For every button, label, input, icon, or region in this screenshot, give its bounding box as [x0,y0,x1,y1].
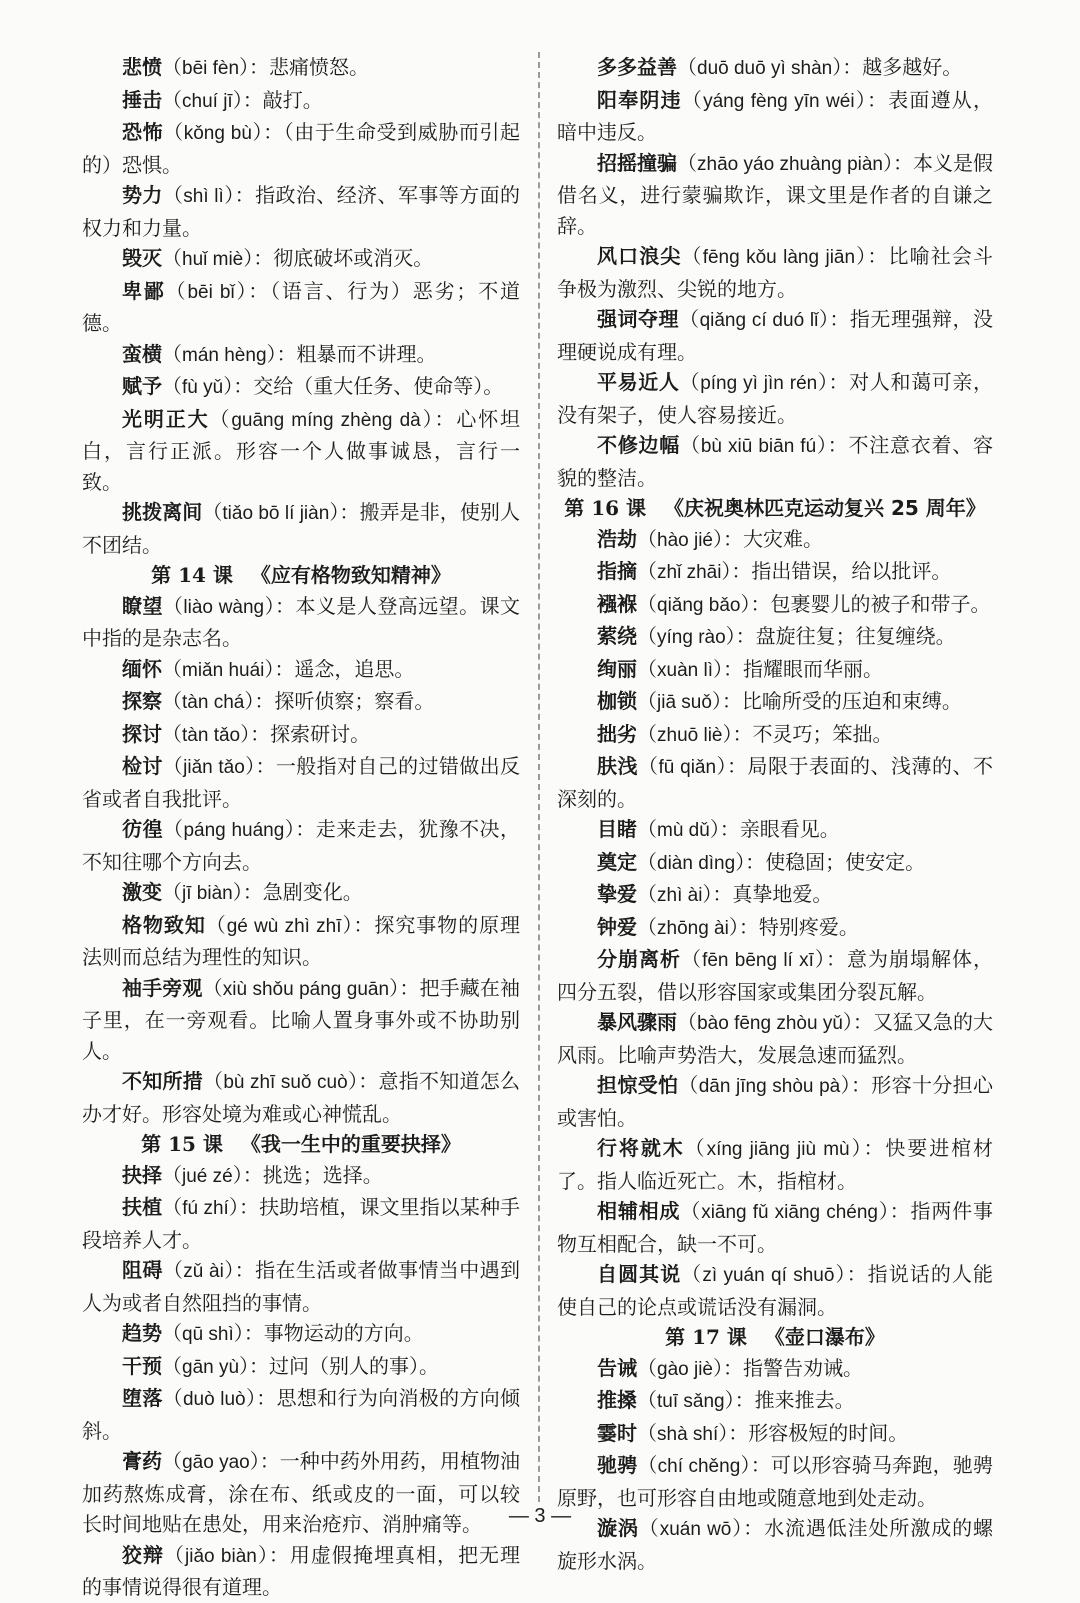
vocab-entry: 检讨（jiǎn tǎo）：一般指对自己的过错做出反省或者自我批评。 [82,754,521,811]
vocab-entry: 缅怀（miǎn huái）：遥念，追思。 [122,656,415,681]
vocab-term: 目睹 [597,817,637,841]
vocab-term: 担惊受怕 [597,1073,679,1097]
lesson-title: 《我一生中的重要抉择》 [240,1132,461,1156]
page-number: — 3 — [508,1505,572,1527]
vocab-definition: 本义是人登高远望。课文中指的是杂志名。 [82,593,521,650]
vocab-entry: 强词夺理（qiǎng cí duó lǐ）：指无理强辩，没理硬说成有理。 [557,307,994,364]
vocab-definition: 表面遵从，暗中违反。 [557,87,994,144]
vocab-definition: 心怀坦白，言行正派。形容一个人做事诚恳，言行一致。 [82,406,521,494]
vocab-term: 告诫 [597,1355,637,1380]
vocab-definition: 探索研讨。 [270,721,371,746]
left-column [82,52,520,1603]
vocab-pinyin: xiāng fǔ xiāng chéng [701,1202,878,1223]
vocab-pinyin: yíng rào [657,627,726,648]
vocab-definition: （语言、行为）恶劣；不道德。 [82,278,521,335]
vocab-definition: 对人和蔼可亲，没有架子，使人容易接近。 [557,370,994,427]
vocab-definition: 搬弄是非，使别人不团结。 [82,500,521,557]
vocab-term: 阳奉阴违 [597,87,682,112]
vocab-definition: 亲眼看见。 [739,817,840,841]
vocab-term: 彷徨 [122,817,163,841]
vocab-pinyin: zhōng ài [657,917,729,939]
lesson-number: 第 14 课 [151,563,233,587]
vocab-entry: 不修边幅（bù xiū biān fú）：不注意衣着、容貌的整洁。 [557,433,994,490]
vocab-term: 强词夺理 [597,307,680,331]
vocab-pinyin: zhāo yáo zhuàng piàn [697,153,883,175]
vocab-entry: 行将就木（xíng jiāng jiù mù）：快要进棺材了。指人临近死亡。木，指棺材。 [557,1136,994,1193]
vocab-entry: 自圆其说（zì yuán qí shuō）：指说话的人能使自己的论点或谎话没有漏洞。 [557,1262,994,1319]
vocab-entry: 挑拨离间（tiǎo bō lí jiàn）：搬弄是非，使别人不团结。 [82,500,521,557]
vocab-pinyin: zhuō liè [657,724,723,746]
lesson-title: 《庆祝奥林匹克运动复兴 25 周年》 [664,496,986,520]
vocab-entry: 萦绕（yíng rào）：盘旋往复；往复缠绕。 [597,624,956,648]
vocab-pinyin: kǒng bù [183,123,252,144]
vocab-pinyin: páng huáng [183,820,285,841]
vocab-pinyin: zǔ ài [183,1261,224,1282]
vocab-entry: 狡辩（jiǎo biàn）：用虚假掩埋真相，把无理的事情说得很有道理。 [82,1542,521,1599]
vocab-entry: 探讨（tàn tǎo）：探索研讨。 [122,721,371,746]
vocab-term: 钟爱 [597,914,637,939]
vocab-pinyin: gān yù [182,1356,240,1378]
vocab-definition: 指无理强辩，没理硬说成有理。 [557,307,994,364]
vocab-definition: 不注意衣着、容貌的整洁。 [557,433,994,490]
vocab-term: 袖手旁观 [122,975,203,1000]
vocab-pinyin: fēn bēng lí xī [702,950,814,971]
vocab-term: 行将就木 [597,1136,685,1160]
vocab-term: 指摘 [597,559,637,583]
vocab-term: 奠定 [597,849,637,874]
vocab-pinyin: zì yuán qí shuō [702,1265,835,1286]
vocab-definition: 真挚地爱。 [732,882,833,906]
vocab-pinyin: jué zé [182,1165,233,1187]
vocab-definition: 敲打。 [262,87,323,112]
vocab-definition: 一种中药外用药，用植物油加药熬炼成膏，涂在布、纸或皮的一面，可以较长时间地贴在患处，用来治疮疖、消肿痛等。 [82,1449,521,1536]
column-divider [538,52,540,1502]
vocab-pinyin: qū shì [182,1324,234,1345]
vocab-entry: 风口浪尖（fēng kǒu làng jiān）：比喻社会斗争极为激烈、尖锐的地方。 [557,244,994,301]
vocab-term: 激变 [122,880,162,904]
vocab-term: 襁褓 [597,591,637,616]
vocab-term: 捶击 [122,87,162,112]
vocab-definition: 盘旋往复；往复缠绕。 [755,624,956,648]
vocab-definition: 包裹婴儿的被子和带子。 [770,591,991,616]
vocab-term: 卑鄙 [122,278,166,303]
vocab-definition: 把手藏在袖子里，在一旁观看。比喻人置身事外或不协助别人。 [82,975,521,1063]
vocab-entry: 目睹（mù dǔ）：亲眼看见。 [597,817,840,841]
vocab-entry: 袖手旁观（xiù shǒu páng guān）：把手藏在袖子里，在一旁观看。比喻人置身事外或不协助别人。 [82,975,521,1063]
vocab-entry: 多多益善（duō duō yì shàn）：越多越好。 [597,55,963,79]
vocab-entry: 告诫（gào jiè）：指警告劝诫。 [597,1355,863,1380]
vocab-term: 蛮横 [122,341,162,366]
vocab-term: 招摇撞骗 [597,150,678,175]
vocab-entry: 暴风骤雨（bào fēng zhòu yǔ）：又猛又急的大风雨。比喻声势浩大，发展急速而猛烈。 [557,1010,994,1067]
vocab-term: 挚爱 [597,882,637,906]
vocab-term: 膏药 [122,1449,163,1473]
vocab-definition: 过问（别人的事）。 [269,1353,440,1378]
vocab-term: 不修边幅 [597,433,681,457]
vocab-definition: 指警告劝诫。 [743,1355,863,1380]
vocab-definition: 大灾难。 [743,526,823,551]
vocab-definition: 比喻社会斗争极为激烈、尖锐的地方。 [557,244,994,301]
lesson-title: 《壶口瀑布》 [764,1325,885,1349]
vocab-term: 恐怖 [122,120,164,144]
vocab-definition: （由于生命受到威胁而引起的）恐惧。 [82,120,521,177]
vocab-term: 格物致知 [122,912,206,937]
vocab-definition: 比喻所受的压迫和束缚。 [741,689,962,713]
vocab-term: 光明正大 [122,406,210,431]
vocab-term: 狡辩 [122,1542,165,1567]
vocab-pinyin: jī biàn [182,883,233,904]
vocab-term: 拙劣 [597,721,637,746]
vocab-term: 驰骋 [597,1453,638,1477]
vocab-entry: 襁褓（qiǎng bǎo）：包裹婴儿的被子和带子。 [597,591,991,616]
vocab-definition: 一般指对自己的过错做出反省或者自我批评。 [82,754,521,811]
vocab-pinyin: yáng fèng yīn wéi [703,90,855,112]
vocab-pinyin: bēi bǐ [187,281,235,303]
vocab-entry: 分崩离析（fēn bēng lí xī）：意为崩塌解体，四分五裂，借以形容国家或集团分裂瓦解。 [557,947,994,1004]
vocab-pinyin: dān jīng shòu pà [698,1076,841,1097]
vocab-term: 抉择 [122,1162,162,1187]
vocab-pinyin: shì lì [183,186,224,207]
vocab-entry: 捶击（chuí jī）：敲打。 [122,87,323,112]
vocab-pinyin: guāng míng zhèng dà [231,409,421,431]
vocab-pinyin: duō duō yì shàn [697,58,833,79]
vocab-pinyin: tiǎo bō lí jiàn [222,503,330,524]
vocab-entry: 推搡（tuī sǎng）：推来推去。 [597,1388,855,1412]
vocab-pinyin: miǎn huái [182,659,265,681]
vocab-entry: 格物致知（gé wù zhì zhī）：探究事物的原理法则而总结为理性的知识。 [82,912,521,969]
vocab-entry: 势力（shì lì）：指政治、经济、军事等方面的权力和力量。 [82,183,521,240]
vocab-term: 漩涡 [597,1516,639,1540]
vocab-definition: 形容十分担心或害怕。 [557,1073,994,1130]
vocab-entry: 绚丽（xuàn lì）：指耀眼而华丽。 [597,656,883,681]
vocab-pinyin: xuán wō [659,1519,732,1540]
vocab-term: 分崩离析 [597,947,682,971]
vocab-pinyin: jiǎo biàn [185,1545,257,1567]
lesson-heading [557,1322,993,1353]
vocab-definition: 思想和行为向消极的方向倾斜。 [82,1386,521,1443]
vocab-entry: 平易近人（píng yì jìn rén）：对人和蔼可亲，没有架子，使人容易接近。 [557,370,994,427]
lesson-number: 第 15 课 [141,1132,223,1156]
vocab-pinyin: qiǎng bǎo [657,594,741,616]
vocab-definition: 使稳固；使安定。 [765,849,926,874]
vocab-term: 肤浅 [597,754,638,778]
lesson-number: 第 17 课 [665,1325,747,1349]
vocab-definition: 特别疼爱。 [758,914,859,939]
vocab-entry: 枷锁（jiā suǒ）：比喻所受的压迫和束缚。 [597,689,962,713]
vocab-entry: 阳奉阴违（yáng fèng yīn wéi）：表面遵从，暗中违反。 [557,87,994,144]
vocab-term: 绚丽 [597,656,637,681]
vocab-pinyin: zhì ài [657,885,703,906]
vocab-pinyin: bào fēng zhòu yǔ [697,1013,843,1034]
vocab-term: 不知所措 [122,1069,204,1093]
vocab-entry: 干预（gān yù）：过问（别人的事）。 [122,1353,440,1378]
vocab-definition: 推来推去。 [754,1388,855,1412]
vocab-term: 干预 [122,1353,162,1378]
vocab-definition: 交给（重大任务、使命等）。 [253,374,504,398]
vocab-pinyin: mù dǔ [657,820,710,841]
vocab-pinyin: gé wù zhì zhī [226,915,342,937]
vocab-entry: 钟爱（zhōng ài）：特别疼爱。 [597,914,859,939]
vocab-definition: 扶助培植，课文里指以某种手段培养人才。 [82,1195,521,1252]
vocab-definition: 彻底破坏或消灭。 [273,246,434,270]
vocab-term: 检讨 [122,754,163,778]
vocab-pinyin: tàn chá [182,692,245,713]
vocab-pinyin: duò luò [182,1389,246,1410]
vocab-entry: 霎时（shà shí）：形容极短的时间。 [597,1420,909,1445]
vocab-term: 推搡 [597,1388,637,1412]
vocab-entry: 恐怖（kǒng bù）：（由于生命受到威胁而引起的）恐惧。 [82,120,521,177]
vocab-entry: 阻碍（zǔ ài）：指在生活或者做事情当中遇到人为或者自然阻挡的事情。 [82,1258,521,1315]
vocab-entry: 瞭望（liào wàng）：本义是人登高远望。课文中指的是杂志名。 [82,593,521,650]
vocab-entry: 悲愤（bēi fèn）：悲痛愤怒。 [122,55,370,79]
vocab-pinyin: xíng jiāng jiù mù [706,1139,850,1160]
vocab-definition: 走来走去，犹豫不决，不知往哪个方向去。 [82,817,521,874]
vocab-entry: 肤浅（fū qiǎn）：局限于表面的、浅薄的、不深刻的。 [557,754,994,811]
vocab-term: 缅怀 [122,656,162,681]
vocab-entry: 抉择（jué zé）：挑选；选择。 [122,1162,383,1187]
vocab-entry: 卑鄙（bēi bǐ）：（语言、行为）恶劣；不道德。 [82,278,521,335]
vocab-entry: 挚爱（zhì ài）：真挚地爱。 [597,882,833,906]
vocab-term: 趋势 [122,1321,162,1345]
vocab-pinyin: qiǎng cí duó lǐ [699,310,819,331]
vocab-term: 赋予 [122,374,162,398]
vocab-definition: 指在生活或者做事情当中遇到人为或者自然阻挡的事情。 [82,1258,521,1315]
vocab-entry: 担惊受怕（dān jīng shòu pà）：形容十分担心或害怕。 [557,1073,994,1130]
vocab-definition: 水流遇低洼处所激成的螺旋形水涡。 [557,1516,994,1573]
vocab-definition: 又猛又急的大风雨。比喻声势浩大，发展急速而猛烈。 [557,1010,994,1067]
vocab-entry: 指摘（zhǐ zhāi）：指出错误，给以批评。 [597,559,952,583]
vocab-definition: 意为崩塌解体，四分五裂，借以形容国家或集团分裂瓦解。 [557,947,994,1004]
vocab-entry: 堕落（duò luò）：思想和行为向消极的方向倾斜。 [82,1386,521,1443]
vocab-entry: 光明正大（guāng míng zhèng dà）：心怀坦白，言行正派。形容一个人做事诚恳，言行一致。 [82,406,521,494]
vocab-definition: 局限于表面的、浅薄的、不深刻的。 [557,754,994,811]
vocab-term: 平易近人 [597,370,680,394]
vocab-pinyin: fú zhí [182,1198,229,1219]
vocab-pinyin: diàn dìng [657,852,736,874]
vocab-term: 探察 [122,689,162,713]
vocab-pinyin: chí chěng [657,1456,741,1477]
vocab-pinyin: fū qiǎn [658,757,717,778]
vocab-entry: 扶植（fú zhí）：扶助培植，课文里指以某种手段培养人才。 [82,1195,521,1252]
vocab-pinyin: píng yì jìn rén [700,373,818,394]
vocab-definition: 指两件事物互相配合，缺一不可。 [557,1199,994,1256]
vocab-definition: 形容极短的时间。 [748,1420,909,1445]
vocab-definition: 本义是假借名义，进行蒙骗欺诈，课文里是作者的自谦之辞。 [557,150,994,238]
vocab-pinyin: xiù shǒu páng guān [222,978,390,1000]
vocab-term: 浩劫 [597,526,637,551]
vocab-term: 霎时 [597,1420,637,1445]
vocab-entry: 漩涡（xuán wō）：水流遇低洼处所激成的螺旋形水涡。 [557,1516,994,1573]
vocab-definition: 悲痛愤怒。 [269,55,370,79]
vocab-pinyin: hào jié [657,529,713,551]
vocab-entry: 探察（tàn chá）：探听侦察；察看。 [122,689,435,713]
vocab-definition: 不灵巧；笨拙。 [752,721,893,746]
vocab-entry: 毁灭（huǐ miè）：彻底破坏或消灭。 [122,246,434,270]
vocab-pinyin: tàn tǎo [182,724,241,746]
vocab-term: 阻碍 [122,1258,163,1282]
vocab-pinyin: fēng kǒu làng jiān [702,247,856,268]
vocab-entry: 趋势（qū shì）：事物运动的方向。 [122,1321,424,1345]
vocab-definition: 指说话的人能使自己的论点或谎话没有漏洞。 [557,1262,994,1319]
vocab-term: 暴风骤雨 [597,1010,678,1034]
vocab-definition: 事物运动的方向。 [263,1321,424,1345]
vocab-definition: 越多越好。 [862,55,963,79]
vocab-definition: 指耀眼而华丽。 [742,656,883,681]
vocab-pinyin: bù zhī suǒ cuò [223,1072,348,1093]
vocab-pinyin: huǐ miè [182,249,244,270]
vocab-entry: 不知所措（bù zhī suǒ cuò）：意指不知道怎么办才好。形容处境为难或心神慌乱。 [82,1069,521,1126]
vocab-entry: 膏药（gāo yao）：一种中药外用药，用植物油加药熬炼成膏，涂在布、纸或皮的一面，可以较长时间地贴在患处，用来治疮疖、消肿痛等。 [82,1449,521,1536]
vocab-entry: 招摇撞骗（zhāo yáo zhuàng piàn）：本义是假借名义，进行蒙骗欺诈，课文里是作者的自谦之辞。 [557,150,994,238]
vocab-term: 多多益善 [597,55,677,79]
vocab-definition: 指政治、经济、军事等方面的权力和力量。 [82,183,521,240]
vocab-definition: 粗暴而不讲理。 [296,341,437,366]
vocab-term: 扶植 [122,1195,163,1219]
vocab-pinyin: gào jiè [657,1358,713,1380]
vocab-definition: 挑选；选择。 [262,1162,383,1187]
vocab-term: 势力 [122,183,163,207]
vocab-pinyin: bēi fèn [182,58,240,79]
lesson-title: 《应有格物致知精神》 [250,563,451,587]
vocab-entry: 相辅相成（xiāng fǔ xiāng chéng）：指两件事物互相配合，缺一不可。 [557,1199,994,1256]
vocab-definition: 用虚假掩埋真相，把无理的事情说得很有道理。 [82,1542,521,1599]
vocab-pinyin: shà shí [657,1423,719,1445]
vocab-definition: 可以形容骑马奔跑，驰骋原野，也可形容自由地或随意地到处走动。 [557,1453,994,1510]
vocab-entry: 赋予（fù yǔ）：交给（重大任务、使命等）。 [122,374,504,398]
vocab-pinyin: gāo yao [182,1452,250,1473]
vocab-term: 萦绕 [597,624,637,648]
vocab-entry: 拙劣（zhuō liè）：不灵巧；笨拙。 [597,721,893,746]
vocab-pinyin: tuī sǎng [657,1391,725,1412]
vocab-pinyin: fù yǔ [182,377,224,398]
vocab-pinyin: chuí jī [182,90,233,112]
vocab-entry: 浩劫（hào jié）：大灾难。 [597,526,823,551]
vocab-entry: 驰骋（chí chěng）：可以形容骑马奔跑，驰骋原野，也可形容自由地或随意地到处走动。 [557,1453,994,1510]
vocab-term: 枷锁 [597,689,637,713]
vocab-pinyin: mán hèng [182,344,267,366]
vocab-term: 挑拨离间 [122,500,203,524]
vocab-term: 堕落 [122,1386,163,1410]
vocab-definition: 快要进棺材了。指人临近死亡。木，指棺材。 [557,1136,994,1193]
vocab-term: 悲愤 [122,55,162,79]
vocab-definition: 急剧变化。 [262,880,363,904]
vocab-definition: 探究事物的原理法则而总结为理性的知识。 [82,912,521,969]
vocab-term: 探讨 [122,721,162,746]
vocab-pinyin: zhǐ zhāi [657,562,722,583]
vocab-term: 瞭望 [122,593,163,618]
vocab-entry: 奠定（diàn dìng）：使稳固；使安定。 [597,849,926,874]
vocab-entry: 激变（jī biàn）：急剧变化。 [122,880,363,904]
lesson-heading [82,560,520,591]
lesson-heading [82,1129,520,1160]
lesson-heading [557,493,993,524]
vocab-term: 自圆其说 [597,1262,682,1286]
vocab-term: 风口浪尖 [597,244,682,268]
vocab-entry: 蛮横（mán hèng）：粗暴而不讲理。 [122,341,437,366]
lesson-number: 第 16 课 [564,496,646,520]
vocab-pinyin: jiǎn tǎo [183,757,245,778]
vocab-term: 相辅相成 [597,1199,681,1223]
vocab-definition: 遥念，追思。 [294,656,415,681]
vocab-entry: 彷徨（páng huáng）：走来走去，犹豫不决，不知往哪个方向去。 [82,817,521,874]
vocab-definition: 意指不知道怎么办才好。形容处境为难或心神慌乱。 [82,1069,521,1126]
vocab-definition: 探听侦察；察看。 [274,689,435,713]
vocab-pinyin: xuàn lì [657,659,713,681]
vocab-pinyin: jiā suǒ [657,692,712,713]
vocab-pinyin: bù xiū biān fú [700,436,817,457]
right-column [557,52,993,1576]
vocab-pinyin: liào wàng [183,596,265,618]
vocab-term: 毁灭 [122,246,162,270]
vocab-definition: 指出错误，给以批评。 [751,559,952,583]
